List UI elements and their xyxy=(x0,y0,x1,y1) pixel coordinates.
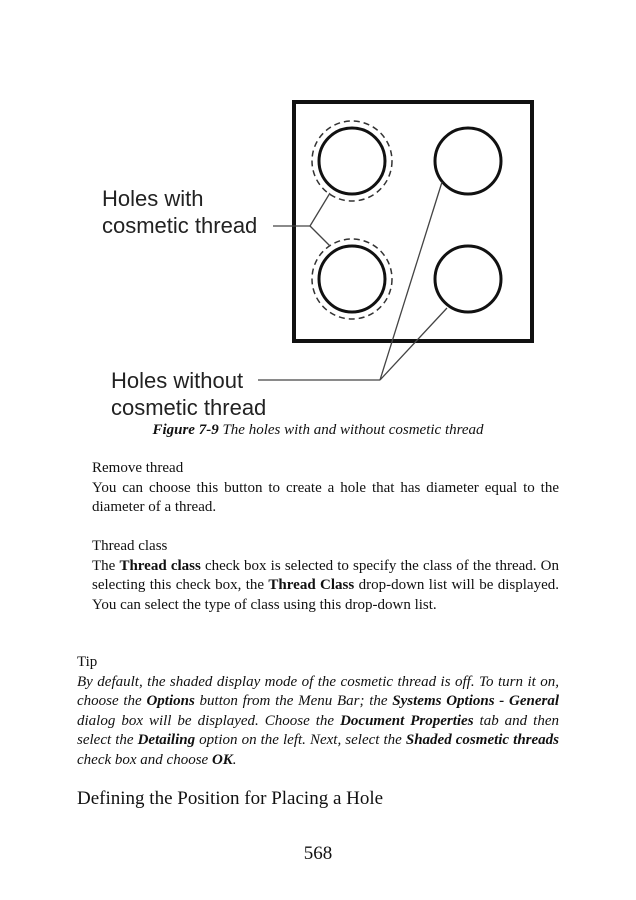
cosmetic-thread-bottom-left xyxy=(312,239,392,319)
section-heading: Defining the Position for Placing a Hole xyxy=(77,788,384,809)
label-line: Holes with xyxy=(102,186,204,211)
tip-label: Tip xyxy=(77,654,98,670)
leader-without-thread xyxy=(258,182,447,380)
holes-diagram xyxy=(0,0,636,425)
hole-top-left xyxy=(319,128,385,194)
label-line: cosmetic thread xyxy=(111,395,267,420)
figure-caption xyxy=(0,422,636,439)
label-holes-without-thread xyxy=(111,367,266,421)
hole-top-right xyxy=(435,128,501,194)
option-remove-thread xyxy=(92,459,559,518)
option-title: Thread class xyxy=(92,538,168,554)
label-line: Holes without xyxy=(111,368,244,393)
option-thread-class xyxy=(92,537,559,615)
figure-7-9 xyxy=(0,0,636,425)
option-title: Remove thread xyxy=(92,460,184,476)
page-number: 568 xyxy=(303,843,333,864)
caption-number: Figure 7-9 xyxy=(152,422,219,438)
leader-with-thread xyxy=(273,193,330,246)
option-body: The Thread class check box is selected to specify the class of the thread. On selecting this check box, the Thread Class drop-down list will be displayed. You can select the type of class using this drop-down list. xyxy=(92,557,559,613)
tip-block xyxy=(77,653,559,770)
cosmetic-thread-top-left xyxy=(312,121,392,201)
label-holes-with-thread xyxy=(102,185,257,239)
option-body: You can choose this button to create a hole that has diameter equal to the diameter of a thread. xyxy=(92,479,559,515)
hole-bottom-right xyxy=(435,246,501,312)
label-line: cosmetic thread xyxy=(102,213,258,238)
hole-bottom-left xyxy=(319,246,385,312)
tip-body: By default, the shaded display mode of the cosmetic thread is off. To turn it on, choose the Options button from the Menu Bar; the Systems Options - General dialog box will be displayed. Choose the Document Properties tab and then select the Detailing option on the left. Next, select the Shaded cosmetic threads check box and choose OK. xyxy=(77,673,559,768)
caption-text: The holes with and without cosmetic thread xyxy=(218,422,484,438)
